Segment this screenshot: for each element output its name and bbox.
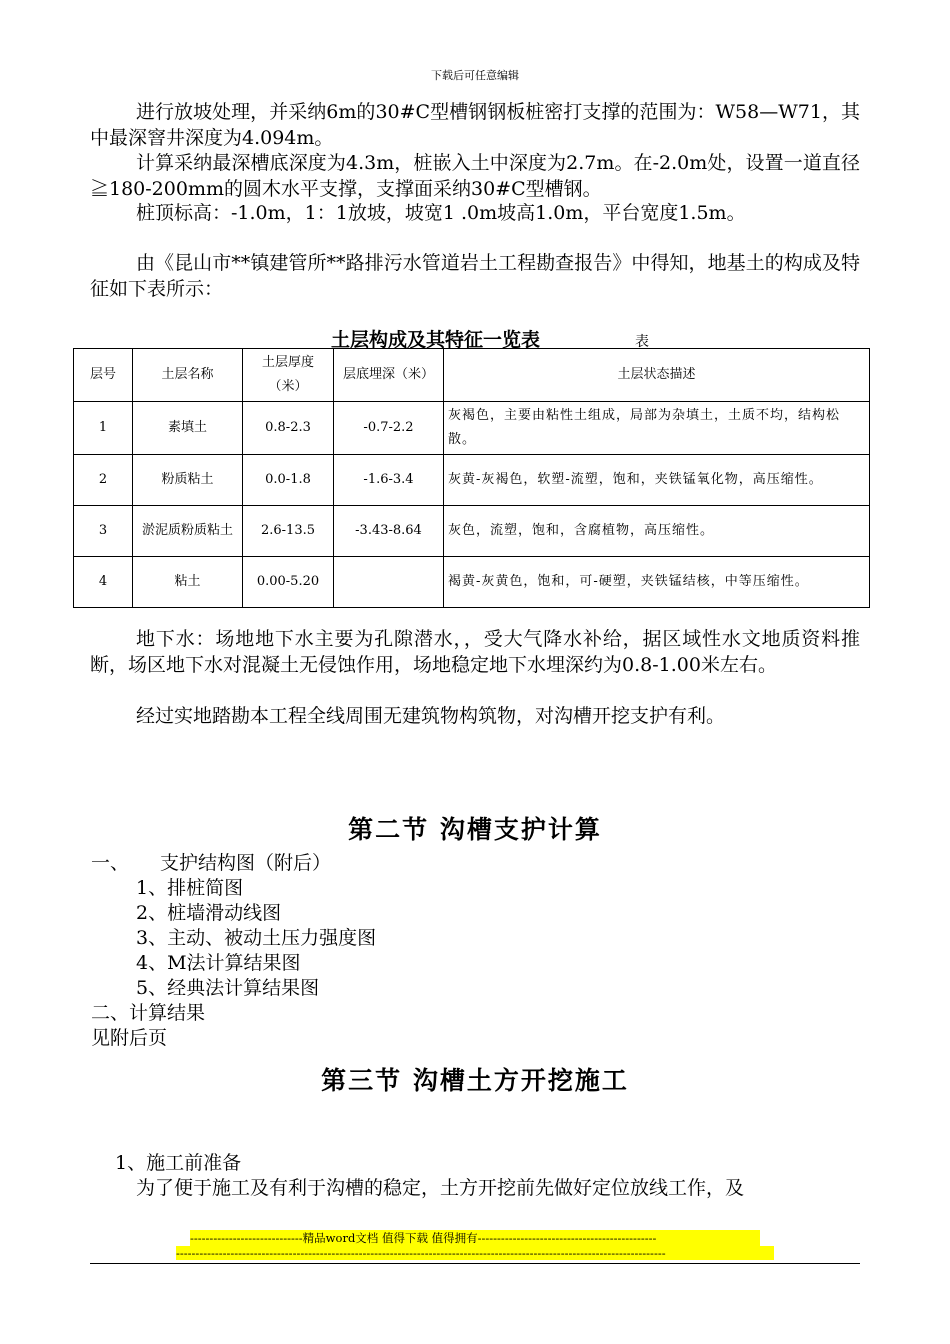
subitem: 5、经典法计算结果图 [136,977,320,999]
cell-thickness: 2.6-13.5 [243,506,334,557]
cell-name: 粘土 [133,557,243,608]
cell-thickness: 0.0-1.8 [243,455,334,506]
cell-name: 素填土 [133,402,243,455]
cell-thickness: 0.00-5.20 [243,557,334,608]
paragraph-survey-report: 由《昆山市**镇建管所**路排污水管道岩土工程勘查报告》中得知，地基土的构成及特征如下表所示： [90,252,860,300]
header-thickness: 土层厚度（米） [243,349,334,402]
cell-name: 粉质粘土 [133,455,243,506]
header-layer-no: 层号 [74,349,133,402]
header-layer-name: 土层名称 [133,349,243,402]
section2-item1: 支护结构图（附后） [160,852,332,874]
header-description: 土层状态描述 [444,349,870,402]
cell-no: 3 [74,506,133,557]
footer-banner: -----------------------------精品word文档 值得下载 值得拥有---------------------------------------------- [190,1230,760,1246]
subitem: 1、排桩简图 [136,877,244,899]
cell-no: 2 [74,455,133,506]
paragraph-support-range: 进行放坡处理，并采纳6m的30#C型槽钢钢板桩密打支撑的范围为：W58—W71，其中最深窨井深度为4.094m。 [90,101,860,149]
section2-item2: 二、计算结果 [91,1002,206,1024]
table-row [74,455,870,506]
cell-no: 4 [74,557,133,608]
section2-item2-text: 见附后页 [91,1027,168,1049]
table-header-row [74,349,870,402]
table-tag: 表 [635,334,649,350]
section2-title: 第二节 沟槽支护计算 [348,815,602,844]
footer-dashes: ------------------------------------------------------------------------------------------------------------------------------ [176,1246,774,1260]
section3-paragraph: 为了便于施工及有利于沟槽的稳定，土方开挖前先做好定位放线工作，及 [136,1177,745,1199]
table-row [74,557,870,608]
paragraph-site-survey: 经过实地踏勘本工程全线周围无建筑物构筑物，对沟槽开挖支护有利。 [136,705,726,727]
cell-depth [334,557,444,608]
cell-depth: -0.7-2.2 [334,402,444,455]
page-header: 下载后可任意编辑 [431,69,519,82]
header-depth: 层底埋深（米） [334,349,444,402]
paragraph-groundwater: 地下水：场地地下水主要为孔隙潜水，，受大气降水补给，据区域性水文地质资料推断，场区地下水对混凝土无侵蚀作用，场地稳定地下水埋深约为0.8-1.00米左右。 [90,628,860,676]
table-row [74,402,870,455]
cell-thickness: 0.8-2.3 [243,402,334,455]
subitem: 4、M法计算结果图 [136,952,301,974]
subitem: 3、主动、被动土压力强度图 [136,927,377,949]
section3-title: 第三节 沟槽土方开挖施工 [321,1066,629,1095]
footer-divider [90,1263,860,1264]
cell-desc: 灰褐色，主要由粘性土组成，局部为杂填土，土质不均，结构松散。 [444,402,870,455]
paragraph-calc-depth: 计算采纳最深槽底深度为4.3m，桩嵌入土中深度为2.7m。在-2.0m处，设置一道直径≧180-200mm的圆木水平支撑，支撑面采纳30#C型槽钢。 [90,152,860,200]
cell-depth: -1.6-3.4 [334,455,444,506]
section3-item1: 1、施工前准备 [115,1152,242,1174]
cell-desc: 灰色，流塑，饱和，含腐植物，高压缩性。 [444,506,870,557]
table-title: 土层构成及其特征一览表 [330,329,540,351]
table-row [74,506,870,557]
section2-item1-number: 一、 [91,852,130,874]
cell-no: 1 [74,402,133,455]
cell-depth: -3.43-8.64 [334,506,444,557]
paragraph-pile-top: 桩顶标高：-1.0m，1：1放坡，坡宽1 .0m坡高1.0m，平台宽度1.5m。 [136,202,746,224]
subitem: 2、桩墙滑动线图 [136,902,282,924]
soil-layer-table [73,348,870,608]
cell-name: 淤泥质粉质粘土 [133,506,243,557]
cell-desc: 褐黄-灰黄色，饱和，可-硬塑，夹铁锰结核，中等压缩性。 [444,557,870,608]
cell-desc: 灰黄-灰褐色，软塑-流塑，饱和，夹铁锰氧化物，高压缩性。 [444,455,870,506]
